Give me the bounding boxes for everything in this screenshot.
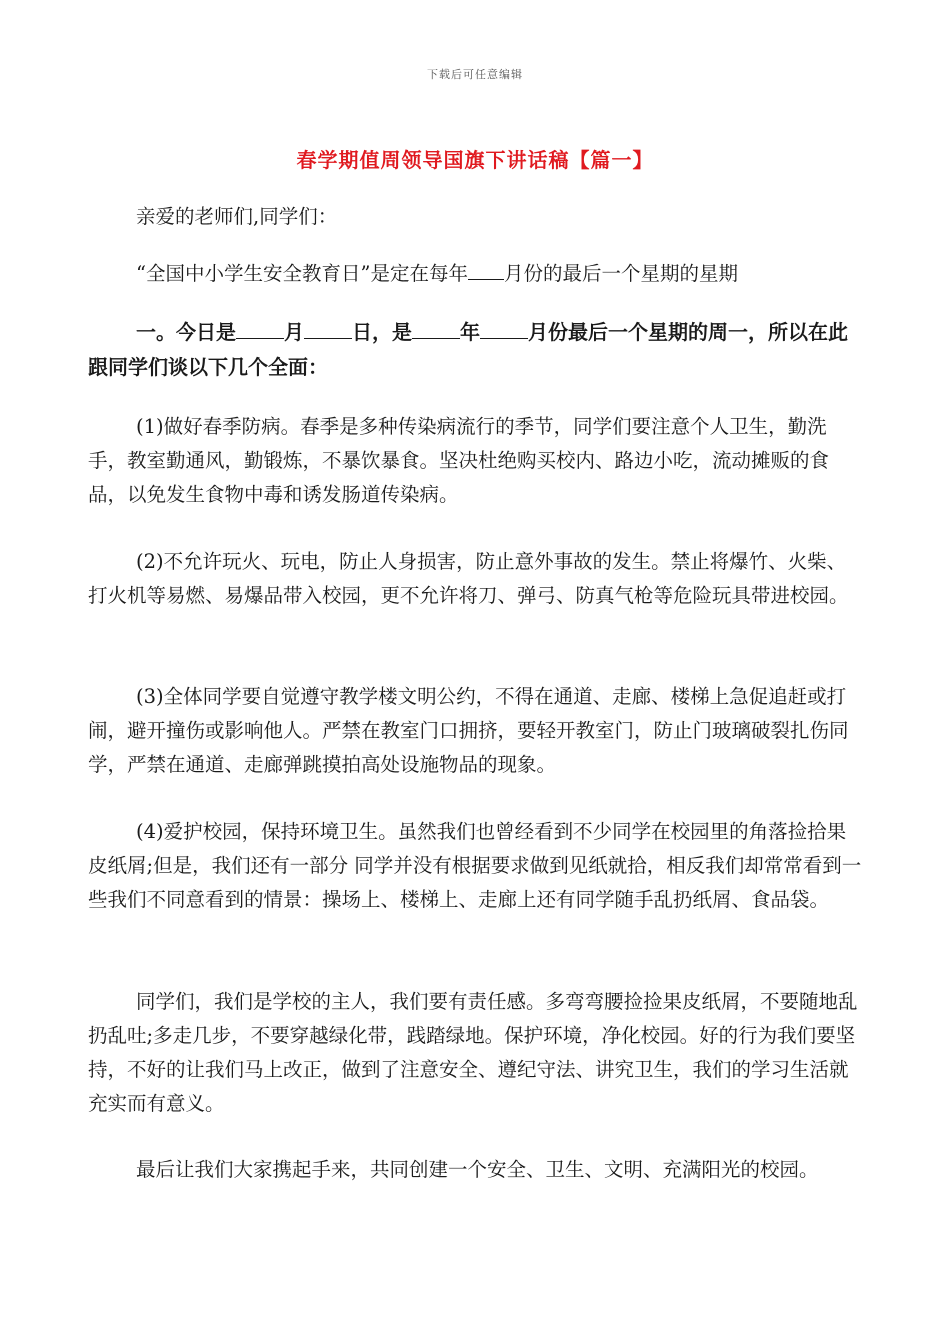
fill-in-blank (236, 317, 284, 339)
final-paragraph: 最后让我们大家携起手来，共同创建一个安全、卫生、文明、充满阳光的校园。 (136, 1158, 819, 1181)
greeting-paragraph: 亲爱的老师们,同学们： (136, 205, 338, 228)
fill-in-blank (480, 317, 528, 339)
list-item-2: (2)不允许玩火、玩电，防止人身损害，防止意外事故的发生。禁止将爆竹、火柴、打火机等易燃、易爆品带入校园，更不允许将刀、弹弓、防真气枪等危险玩具带进校园。 (88, 550, 849, 607)
bold-text-4: 年 (460, 320, 480, 344)
intro-text-part2: 月份的最后一个星期的星期 (503, 262, 738, 285)
fill-in-blank (468, 259, 504, 280)
bold-text-3: 日，是 (352, 320, 412, 344)
closing-paragraph: 同学们，我们是学校的主人，我们要有责任感。多弯弯腰捡捡果皮纸屑，不要随地乱扔乱吐;多走几步，不要穿越绿化带，践踏绿地。保护环境，净化校园。好的行为我们要坚持，不好的让我们马上改正，做到了注意安全、遵纪守法、讲究卫生，我们的学习生活就充实而有意义。 (88, 990, 858, 1115)
intro-paragraph (88, 257, 863, 291)
document-title: 春学期值周领导国旗下讲话稿【篇一】 (296, 148, 654, 172)
bold-text-5: 月份最后一个星期的周一，所以在此跟同学们谈以下几个全面： (88, 320, 848, 379)
bold-text-2: 月 (284, 320, 304, 344)
list-item-1: (1)做好春季防病。春季是多种传染病流行的季节，同学们要注意个人卫生，勤洗手，教室勤通风，勤锻炼，不暴饮暴食。坚决杜绝购买校内、路边小吃，流动摊贩的食品，以免发生食物中毒和诱发肠道传染病。 (88, 415, 830, 506)
list-item-3: (3)全体同学要自觉遵守教学楼文明公约，不得在通道、走廊、楼梯上急促追赶或打闹，避开撞伤或影响他人。严禁在教室门口拥挤，要轻开教室门，防止门玻璃破裂扎伤同学，严禁在通道、走廊弹跳摸拍高处设施物品的现象。 (88, 685, 849, 776)
intro-text-part1: “全国中小学生安全教育日”是定在每年 (136, 262, 468, 285)
page-header-note: 下载后可任意编辑 (427, 68, 523, 81)
bold-intro-paragraph (88, 315, 863, 385)
bold-text-1: 一。今日是 (136, 320, 236, 344)
fill-in-blank (304, 317, 352, 339)
fill-in-blank (412, 317, 460, 339)
list-item-4: (4)爱护校园，保持环境卫生。虽然我们也曾经看到不少同学在校园里的角落捡拾果皮纸屑;但是，我们还有一部分 同学并没有根据要求做到见纸就拾，相反我们却常常看到一些我们不同意看到的情景：操场上、楼梯上、走廊上还有同学随手乱扔纸屑、食品袋。 (88, 820, 862, 911)
